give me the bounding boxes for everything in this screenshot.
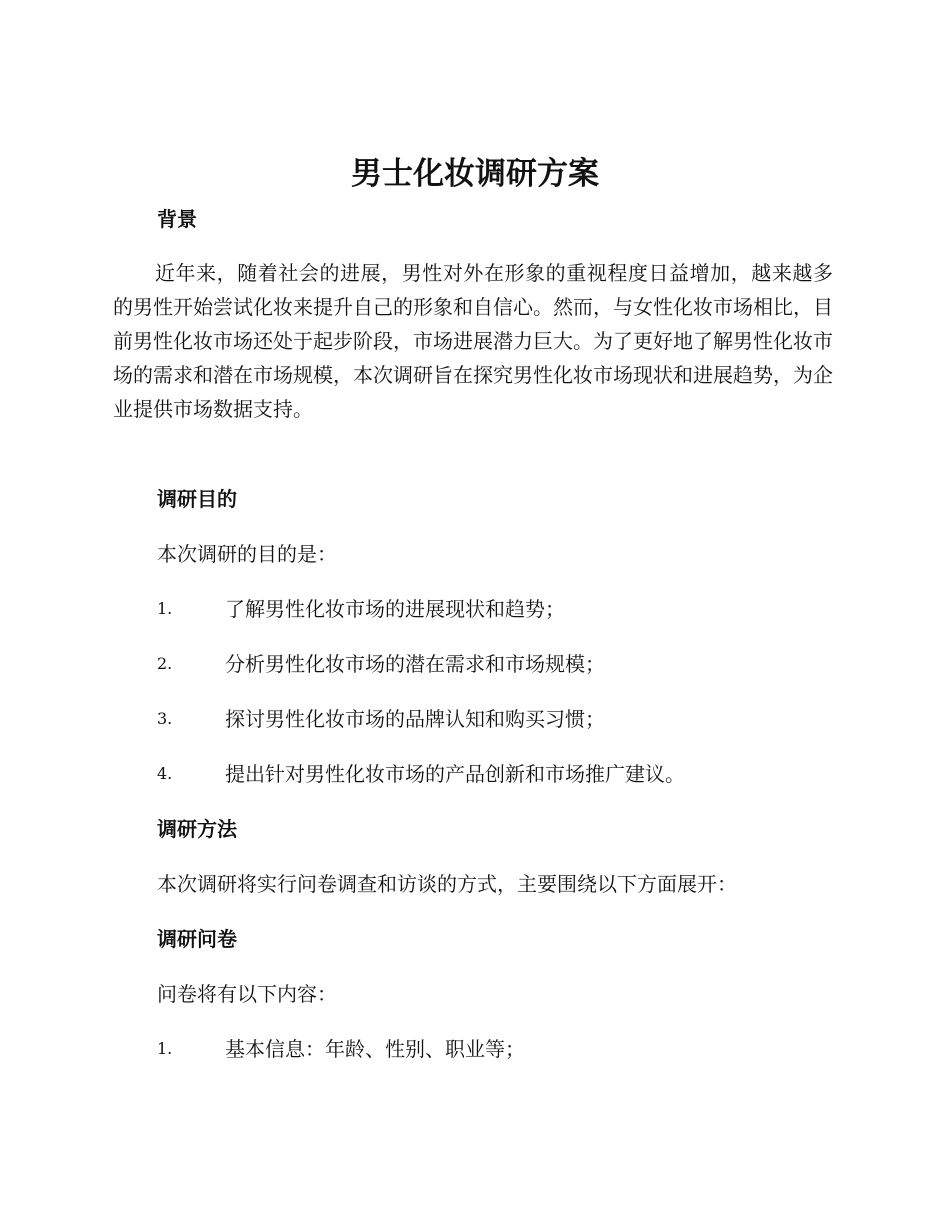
purpose-list-item [157, 594, 857, 624]
list-number: 4. [157, 764, 173, 783]
purpose-list-item [157, 649, 857, 679]
questionnaire-list-item [157, 1034, 857, 1064]
document-title: 男士化妆调研方案 [351, 156, 599, 192]
background-paragraph: 近年来，随着社会的进展，男性对外在形象的重视程度日益增加，越来越多的男性开始尝试化妆来提升自己的形象和自信心。然而，与女性化妆市场相比，目前男性化妆市场还处于起步阶段，市场进展潜力巨大。为了更好地了解男性化妆市场的需求和潜在市场规模，本次调研旨在探究男性化妆市场现状和进展趋势，为企业提供市场数据支持。 [113, 261, 833, 421]
section-heading-background: 背景 [157, 207, 197, 231]
section-heading-method: 调研方法 [157, 817, 237, 841]
list-number: 3. [157, 709, 173, 728]
purpose-list-item [157, 759, 857, 789]
list-text: 探讨男性化妆市场的品牌认知和购买习惯； [225, 707, 605, 731]
questionnaire-intro: 问卷将有以下内容： [157, 982, 337, 1006]
purpose-list-item [157, 704, 857, 734]
list-text: 提出针对男性化妆市场的产品创新和市场推广建议。 [225, 762, 685, 786]
list-text: 基本信息：年龄、性别、职业等； [225, 1037, 525, 1061]
method-text: 本次调研将实行问卷调查和访谈的方式，主要围绕以下方面展开： [157, 872, 737, 896]
purpose-intro: 本次调研的目的是： [157, 542, 337, 566]
section-heading-questionnaire: 调研问卷 [157, 927, 237, 951]
section-heading-purpose: 调研目的 [157, 487, 237, 511]
list-number: 2. [157, 654, 173, 673]
list-text: 分析男性化妆市场的潜在需求和市场规模； [225, 652, 605, 676]
list-text: 了解男性化妆市场的进展现状和趋势； [225, 597, 565, 621]
list-number: 1. [157, 599, 173, 618]
list-number: 1. [157, 1039, 173, 1058]
